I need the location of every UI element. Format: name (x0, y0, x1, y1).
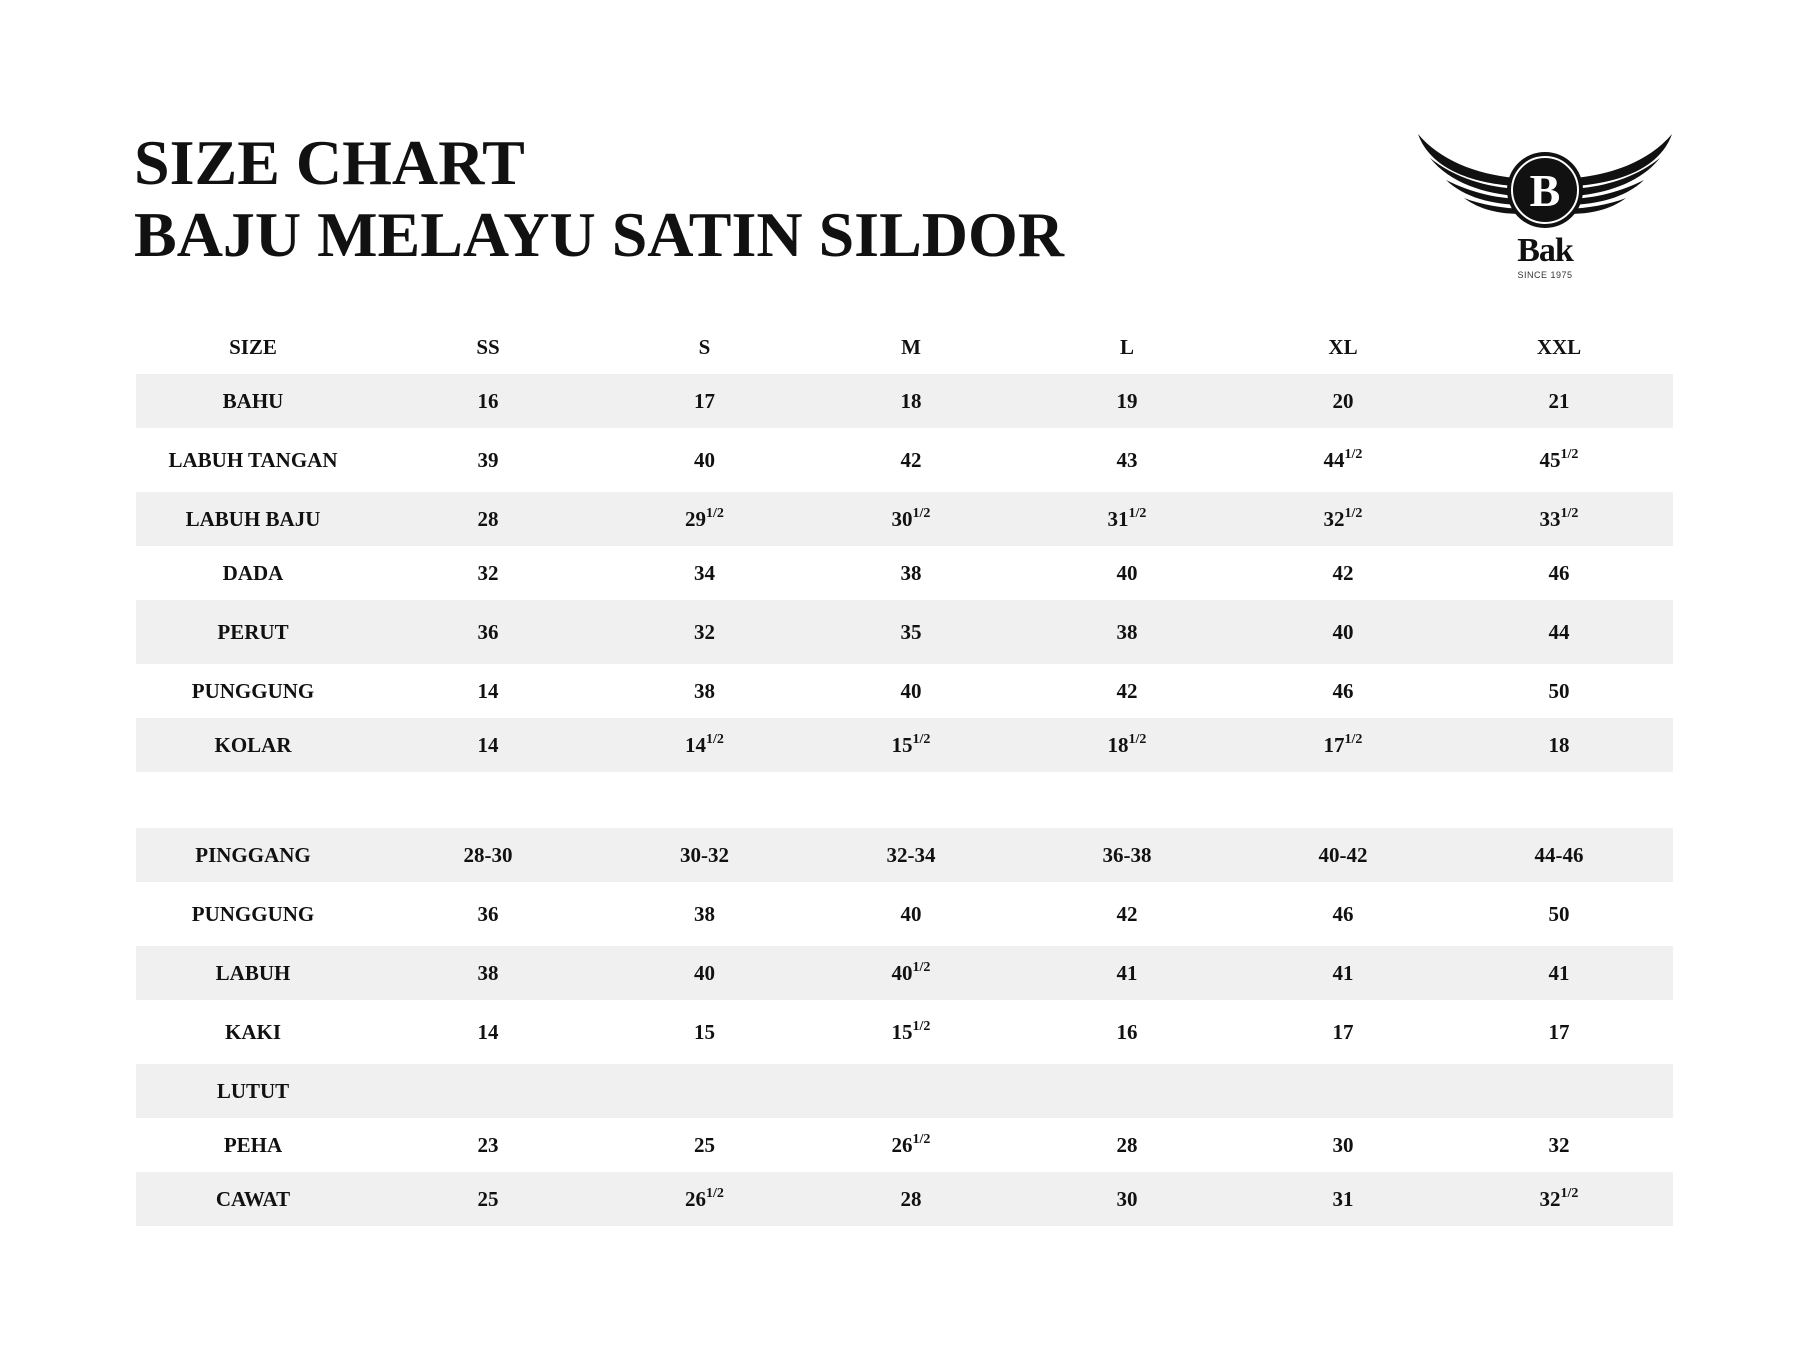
row-label: LABUH (215, 960, 291, 985)
row-label: PUNGGUNG (191, 901, 315, 926)
table-cell: 30-32 (680, 842, 729, 867)
table-cell: 50 (1548, 901, 1570, 926)
table-cell: 28 (477, 506, 499, 531)
table-cell: $26^{1/2}$ (891, 1132, 931, 1157)
table-cell: 44 (1548, 619, 1570, 644)
row-label: PUNGGUNG (191, 678, 315, 703)
row-label: LABUH TANGAN (168, 447, 338, 472)
table-cell: 18 (900, 388, 922, 413)
table-row (136, 600, 1673, 664)
table-cell: $15^{1/2}$ (891, 1019, 931, 1044)
table-cell: 20 (1332, 388, 1354, 413)
table-cell: 40 (694, 447, 715, 472)
table-cell: $40^{1/2}$ (891, 960, 931, 985)
column-header: L (1119, 334, 1134, 359)
table-cell: 28 (1116, 1132, 1138, 1157)
table-cell: 19 (1116, 388, 1138, 413)
table-cell: $14^{1/2}$ (685, 732, 724, 757)
row-label: DADA (222, 560, 284, 585)
table-cell: 14 (477, 732, 499, 757)
row-label: PERUT (217, 619, 289, 644)
table-row (136, 1000, 1673, 1064)
column-header: S (698, 334, 711, 359)
table-cell: $32^{1/2}$ (1539, 1186, 1579, 1211)
table-cell: 36 (477, 619, 499, 644)
table-cell: 38 (1116, 619, 1138, 644)
row-label: PINGGANG (195, 842, 311, 867)
table-cell: 41 (1332, 960, 1354, 985)
column-header: SS (476, 334, 500, 359)
table-cell: $18^{1/2}$ (1107, 732, 1147, 757)
table-cell: 14 (477, 678, 499, 703)
table-row (136, 946, 1673, 1000)
table-cell: 32 (477, 560, 499, 585)
table-cell: 21 (1548, 388, 1570, 413)
row-label: KOLAR (214, 732, 292, 757)
table-cell: $45^{1/2}$ (1539, 447, 1579, 472)
table-cell: 42 (1116, 678, 1138, 703)
brand-logo (1410, 128, 1680, 288)
column-header: M (901, 334, 921, 359)
table-cell: 44-46 (1534, 842, 1584, 867)
table-cell: 46 (1548, 560, 1570, 585)
table-cell: 36-38 (1102, 842, 1152, 867)
table-cell: 38 (694, 678, 715, 703)
table-cell: 40 (1332, 619, 1354, 644)
table-cell: 40 (900, 901, 922, 926)
table-row (136, 1172, 1673, 1226)
table-cell: 17 (1548, 1019, 1570, 1044)
table-cell: 17 (694, 388, 715, 413)
table-cell: 32 (694, 619, 715, 644)
row-label: LABUH BAJU (185, 506, 321, 531)
table-cell: 46 (1332, 678, 1354, 703)
table-row (136, 664, 1673, 718)
table-cell: 40 (1116, 560, 1138, 585)
table-cell: 42 (900, 447, 922, 472)
table-cell: 32 (1548, 1132, 1570, 1157)
table-cell: $15^{1/2}$ (891, 732, 931, 757)
table-cell: 50 (1548, 678, 1570, 703)
table-row (136, 492, 1673, 546)
header-row (136, 320, 1673, 374)
table-row (136, 1118, 1673, 1172)
table-row (136, 718, 1673, 772)
table-cell: $31^{1/2}$ (1107, 506, 1147, 531)
column-header: XXL (1536, 334, 1582, 359)
table-row (136, 882, 1673, 946)
table-cell: 43 (1116, 447, 1138, 472)
table-cell: $30^{1/2}$ (891, 506, 931, 531)
table-cell: 46 (1332, 901, 1354, 926)
table-cell: 25 (694, 1132, 715, 1157)
logo-tagline: SINCE 1975 (1517, 270, 1573, 280)
row-label: KAKI (224, 1019, 281, 1044)
table-cell: $32^{1/2}$ (1323, 506, 1363, 531)
table-cell: 39 (477, 447, 499, 472)
logo-letter: B (1529, 165, 1561, 216)
table-row (136, 1064, 1673, 1118)
table-row (136, 828, 1673, 882)
table-cell: 30 (1332, 1132, 1354, 1157)
table-cell: 34 (694, 560, 715, 585)
row-label: LUTUT (216, 1078, 290, 1103)
table-cell: 38 (900, 560, 922, 585)
table-row (136, 546, 1673, 600)
table-cell: 40-42 (1318, 842, 1368, 867)
section-divider (136, 772, 1673, 828)
table-cell: 35 (900, 619, 922, 644)
table-cell: 15 (694, 1019, 715, 1044)
table-cell: 32-34 (886, 842, 936, 867)
table-cell: 38 (694, 901, 715, 926)
table-cell: 36 (477, 901, 499, 926)
column-header: XL (1328, 334, 1358, 359)
table-cell: 41 (1116, 960, 1138, 985)
page-title: SIZE CHART (134, 127, 525, 198)
table-cell: 42 (1332, 560, 1354, 585)
table-cell: 42 (1116, 901, 1138, 926)
table-cell: 41 (1548, 960, 1570, 985)
table-cell: $44^{1/2}$ (1323, 447, 1363, 472)
table-cell: 16 (477, 388, 499, 413)
logo-wordmark: Bak (1517, 232, 1573, 269)
winged-emblem-icon (1410, 128, 1680, 233)
row-label: PEHA (223, 1132, 283, 1157)
table-cell: 17 (1332, 1019, 1354, 1044)
table-cell: 28 (900, 1186, 922, 1211)
table-cell: 23 (477, 1132, 499, 1157)
table-cell: 18 (1548, 732, 1570, 757)
table-cell: 38 (477, 960, 499, 985)
table-cell: $33^{1/2}$ (1539, 506, 1579, 531)
table-cell: 30 (1116, 1186, 1138, 1211)
table-cell: 40 (694, 960, 715, 985)
size-chart-table (136, 320, 1673, 1226)
column-header: SIZE (229, 334, 277, 359)
row-label: CAWAT (215, 1186, 291, 1211)
page-subtitle: BAJU MELAYU SATIN SILDOR (134, 199, 1064, 270)
table-cell: $17^{1/2}$ (1323, 732, 1363, 757)
table-cell: $29^{1/2}$ (685, 506, 724, 531)
table-cell: $26^{1/2}$ (685, 1186, 724, 1211)
table-cell: 25 (477, 1186, 499, 1211)
table-cell: 31 (1332, 1186, 1354, 1211)
table-cell: 28-30 (463, 842, 513, 867)
table-cell: 14 (477, 1019, 499, 1044)
table-cell: 16 (1116, 1019, 1138, 1044)
table-row (136, 428, 1673, 492)
row-label: BAHU (222, 388, 284, 413)
table-cell: 40 (900, 678, 922, 703)
table-row (136, 374, 1673, 428)
